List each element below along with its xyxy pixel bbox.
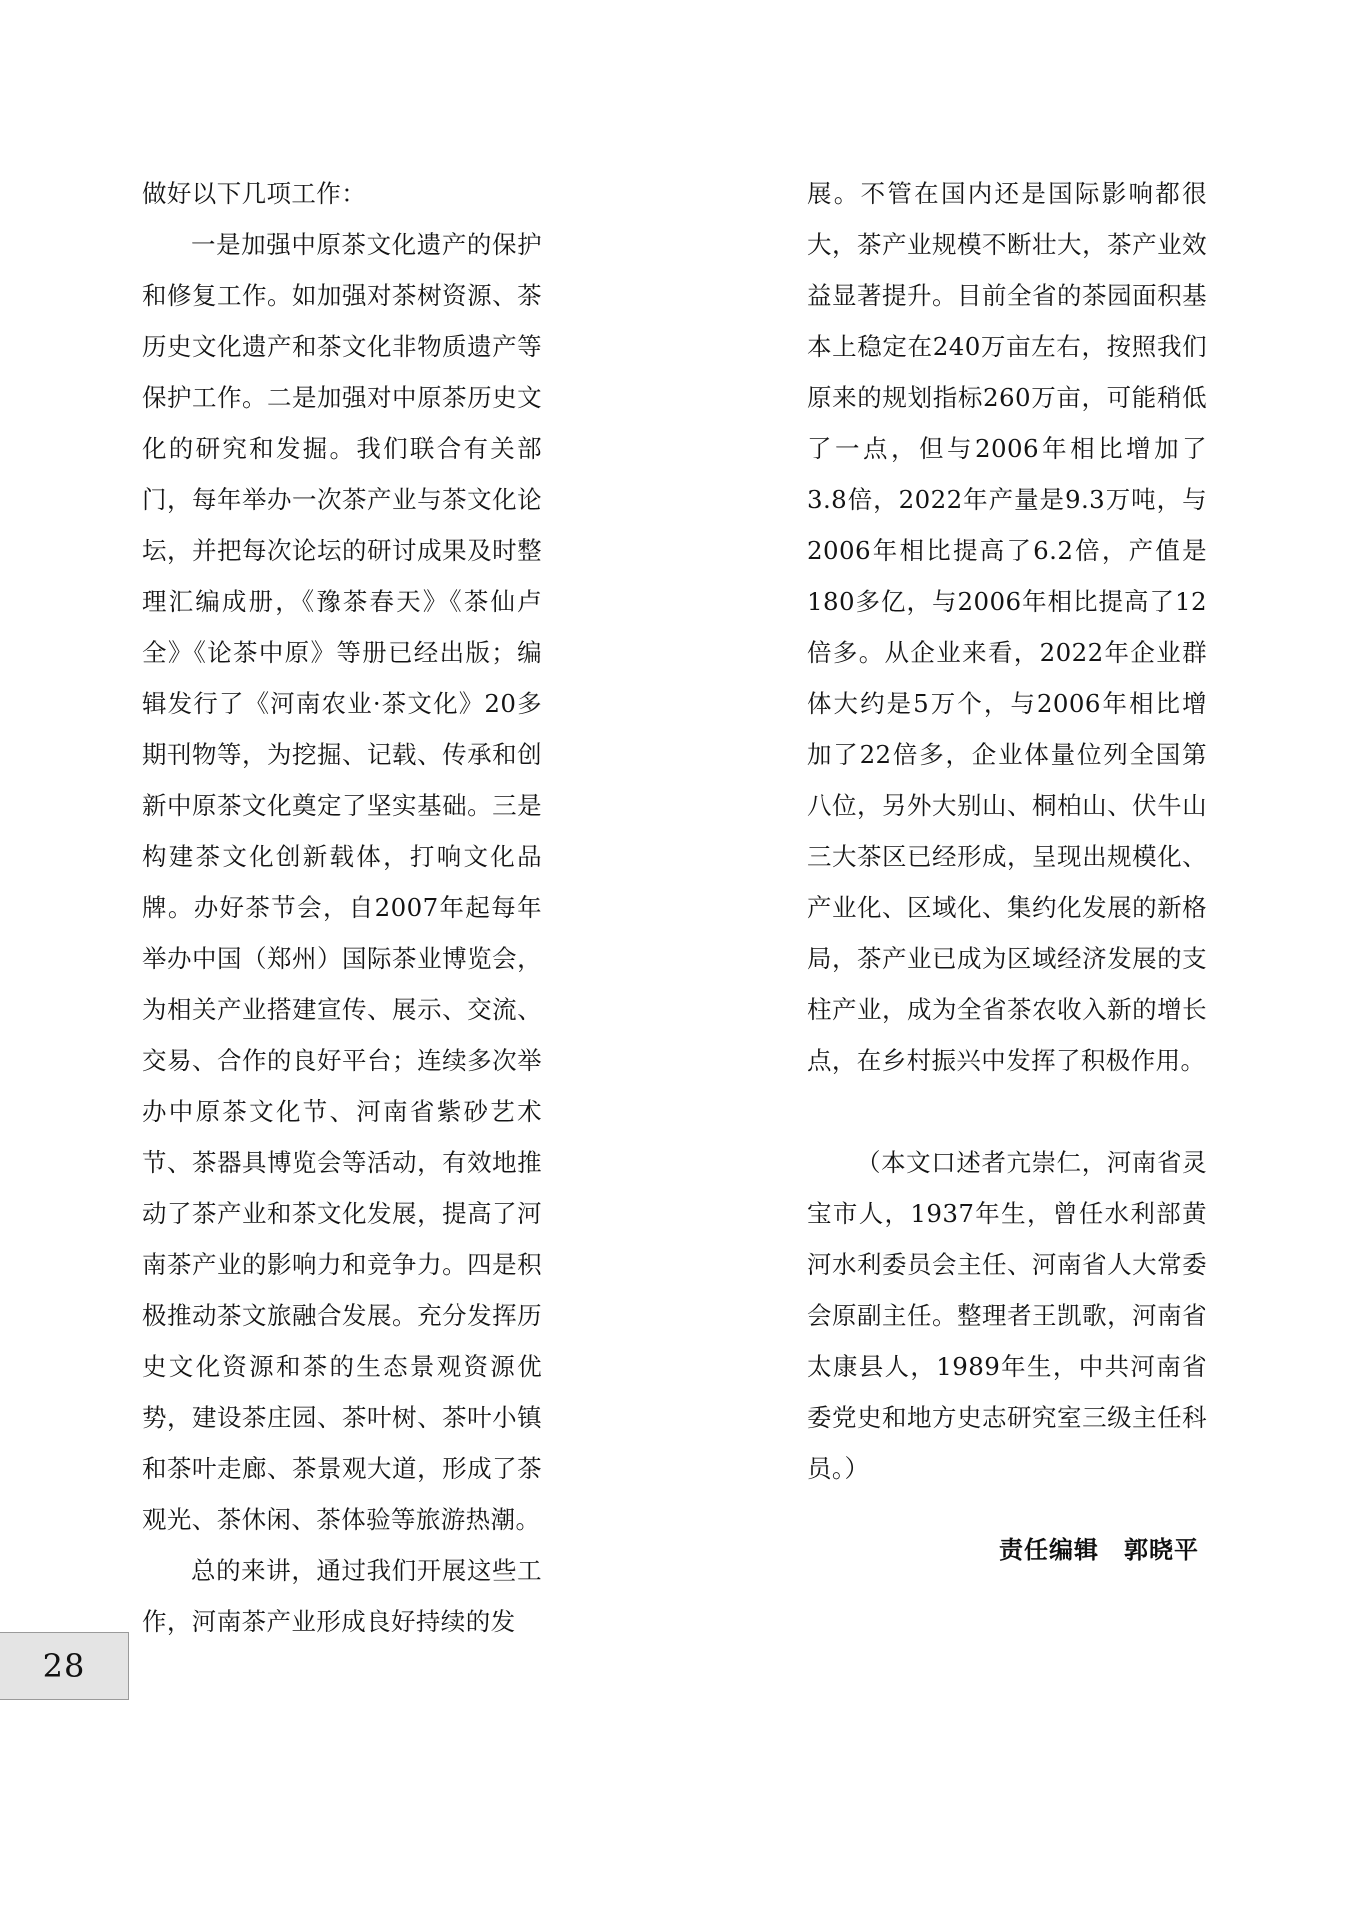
two-column-layout bbox=[142, 168, 1207, 1647]
author-note-paragraph: （本文口述者亢崇仁，河南省灵宝市人，1937年生，曾任水利部黄河水利委员会主任、河南省人大常委会原副主任。整理者王凯歌，河南省太康县人，1989年生，中共河南省委党史和地方史志研究室三级主任科员。） bbox=[807, 1148, 1207, 1483]
left-text-column bbox=[142, 168, 542, 1647]
paragraph-spacer bbox=[807, 1086, 1207, 1137]
editor-credit: 责任编辑 郭晓平 bbox=[999, 1536, 1199, 1564]
paragraph: 一是加强中原茶文化遗产的保护和修复工作。如加强对茶树资源、茶历史文化遗产和茶文化非物质遗产等保护工作。二是加强对中原茶历史文化的研究和发掘。我们联合有关部门，每年举办一次茶产业与茶文化论坛，并把每次论坛的研讨成果及时整理汇编成册，《豫茶春天》《茶仙卢全》《论茶中原》等册已经出版；编辑发行了《河南农业·茶文化》20多期刊物等，为挖掘、记载、传承和创新中原茶文化奠定了坚实基础。三是构建茶文化创新载体，打响文化品牌。办好茶节会，自2007年起每年举办中国（郑州）国际茶业博览会，为相关产业搭建宣传、展示、交流、交易、合作的良好平台；连续多次举办中原茶文化节、河南省紫砂艺术节、茶器具博览会等活动，有效地推动了茶产业和茶文化发展，提高了河南茶产业的影响力和竞争力。四是积极推动茶文旅融合发展。充分发挥历史文化资源和茶的生态景观资源优势，建设茶庄园、茶叶树、茶叶小镇和茶叶走廊、茶景观大道，形成了茶观光、茶休闲、茶体验等旅游热潮。 bbox=[142, 230, 542, 1534]
paragraph: 做好以下几项工作： bbox=[142, 179, 367, 208]
paragraph: 总的来讲，通过我们开展这些工作，河南茶产业形成良好持续的发 bbox=[142, 1556, 542, 1636]
right-text-column bbox=[807, 168, 1207, 1647]
paragraph: 展。不管在国内还是国际影响都很大，茶产业规模不断壮大，茶产业效益显著提升。目前全省的茶园面积基本上稳定在240万亩左右，按照我们原来的规划指标260万亩，可能稍低了一点，但与2006年相比增加了3.8倍，2022年产量是9.3万吨，与2006年相比提高了6.2倍，产值是180多亿，与2006年相比提高了12倍多。从企业来看，2022年企业群体大约是5万个，与2006年相比增加了22倍多，企业体量位列全国第八位，另外大别山、桐柏山、伏牛山三大茶区已经形成，呈现出规模化、产业化、区域化、集约化发展的新格局，茶产业已成为区域经济发展的支柱产业，成为全省茶农收入新的增长点，在乡村振兴中发挥了积极作用。 bbox=[807, 179, 1207, 1075]
page-number: 28 bbox=[42, 1647, 86, 1685]
page-number-badge bbox=[0, 1632, 129, 1700]
